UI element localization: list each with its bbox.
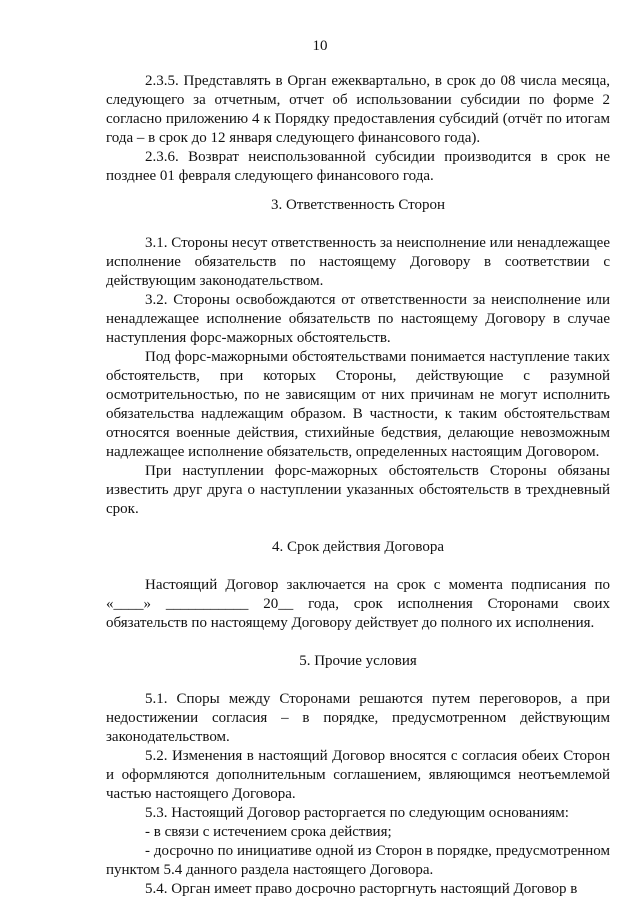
contract-term: Настоящий Договор заключается на срок с момента подписания по «____» ___________ 20__ года, срок исполнения Сторонами своих обязательств по настоящему Договору действует до полного их исполнения. bbox=[106, 577, 610, 631]
section-5-heading: 5. Прочие условия bbox=[299, 653, 417, 669]
document-body bbox=[106, 72, 610, 899]
termination-ground-1: - в связи с истечением срока действия; bbox=[145, 824, 392, 840]
termination-ground-2: - досрочно по инициативе одной из Сторон в порядке, предусмотренном пунктом 5.4 данного раздела настоящего Договора. bbox=[106, 843, 610, 878]
clause-3-2: 3.2. Стороны освобождаются от ответственности за неисполнение или ненадлежащее исполнение обязательств по настоящему Договору в случае наступления форс-мажорных обстоятельств. bbox=[106, 292, 610, 346]
force-majeure-notice: При наступлении форс-мажорных обстоятельств Стороны обязаны известить друг друга о наступлении указанных обстоятельств в трехдневный срок. bbox=[106, 463, 610, 517]
clause-5-1: 5.1. Споры между Сторонами решаются путем переговоров, а при недостижении согласия – в порядке, предусмотренном действующим законодательством. bbox=[106, 691, 610, 745]
clause-2-3-5: 2.3.5. Представлять в Орган ежеквартально, в срок до 08 числа месяца, следующего за отчетным, отчет об использовании субсидии по форме 2 согласно приложению 4 к Порядку предоставления субсидий (отчёт по итогам года – в срок до 12 января следующего финансового года). bbox=[106, 73, 610, 146]
section-3-heading: 3. Ответственность Сторон bbox=[270, 197, 446, 213]
clause-5-4: 5.4. Орган имеет право досрочно расторгнуть настоящий Договор в bbox=[145, 881, 578, 897]
clause-3-1: 3.1. Стороны несут ответственность за неисполнение или ненадлежащее исполнение обязательств по настоящему Договору в соответствии с действующим законодательством. bbox=[106, 235, 610, 289]
clause-5-3: 5.3. Настоящий Договор расторгается по следующим основаниям: bbox=[145, 805, 569, 821]
force-majeure-definition: Под форс-мажорными обстоятельствами понимается наступление таких обстоятельств, при которых Стороны, действующие с разумной осмотрительностью, по не зависящим от них причинам не могут исполнить обязательства надлежащим образом. В частности, к таким обстоятельствам относятся военные действия, стихийные бедствия, делающие невозможным надлежащее исполнение обязательств, определенных настоящим Договором. bbox=[106, 349, 610, 460]
clause-5-2: 5.2. Изменения в настоящий Договор вносятся с согласия обеих Сторон и оформляются дополнительным соглашением, являющимся неотъемлемой частью настоящего Договора. bbox=[106, 748, 610, 802]
section-4-heading: 4. Срок действия Договора bbox=[272, 539, 444, 555]
page-number: 10 bbox=[312, 38, 328, 54]
clause-2-3-6: 2.3.6. Возврат неиспользованной субсидии производится в срок не позднее 01 февраля следующего финансового года. bbox=[106, 149, 610, 184]
